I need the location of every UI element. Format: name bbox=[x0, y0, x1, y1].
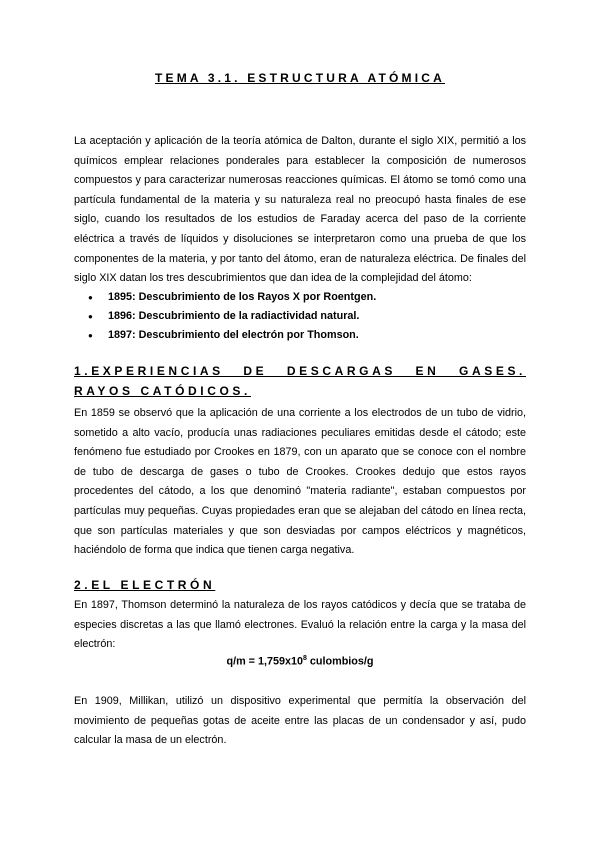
section1-heading-line1: 1.EXPERIENCIAS DE DESCARGAS EN GASES. bbox=[74, 364, 526, 378]
list-item: ● 1895: Descubrimiento de los Rayos X por Roentgen. bbox=[88, 288, 376, 307]
discoveries-list bbox=[88, 288, 376, 345]
section2-paragraph-2: En 1909, Millikan, utilizó un dispositivo experimental que permitía la observación del movimiento de pequeñas gotas de aceite entre las placas de un condensador y así, pudo calcular la masa de un electrón. bbox=[74, 695, 526, 747]
page-title-text: TEMA 3.1. ESTRUCTURA ATÓMICA bbox=[154, 71, 446, 85]
section2-heading: 2.EL ELECTRÓN bbox=[74, 578, 216, 592]
section1-heading-line2: RAYOS CATÓDICOS. bbox=[74, 384, 251, 398]
list-item: ● 1897: Descubrimiento del electrón por Thomson. bbox=[88, 326, 376, 345]
charge-mass-formula: $q/m = 1,759x10^8$ culombios/g bbox=[226, 655, 374, 668]
list-item: ● 1896: Descubrimiento de la radiactividad natural. bbox=[88, 307, 376, 326]
intro-paragraph: La aceptación y aplicación de la teoría atómica de Dalton, durante el siglo XIX, permitió a los químicos emplear relaciones ponderales para establecer la composición de numerosos compuestos y para caracterizar numerosas reacciones químicas. El átomo se tomó como una partícula fundamental de la materia y su naturaleza real no preocupó hasta finales de ese siglo, cuando los resultados de los estudios de Faraday acerca del paso de la corriente eléctrica a través de líquidos y disoluciones se interpretaron como una prueba de que los componentes de la materia, y por tanto del átomo, eran de naturaleza eléctrica. De finales del siglo XIX datan los tres descubrimientos que dan idea de la complejidad del átomo: bbox=[74, 135, 526, 285]
section1-paragraph: En 1859 se observó que la aplicación de una corriente a los electrodos de un tubo de vidrio, sometido a alto vacío, producía unas radiaciones peculiares emitidas desde el cátodo; este fenómeno fue estudiado por Crookes en 1879, con un aparato que se conoce con el nombre de tubo de descarga de gases o tubo de Crookes. Crookes dedujo que estos rayos procedentes del cátodo, a los que denominó "materia radiante", estaban compuestos por partículas muy pequeñas. Cuyas propiedades eran que se alejaban del cátodo en línea recta, que son partículas materiales y que son desviadas por campos eléctricos y magnéticos, haciéndolo de forma que indica que tienen carga negativa. bbox=[74, 407, 526, 557]
page-title bbox=[0, 71, 600, 85]
section2-paragraph-1: En 1897, Thomson determinó la naturaleza de los rayos catódicos y decía que se trataba de especies discretas a las que llamó electrones. Evaluó la relación entre la carga y la masa del electrón: bbox=[74, 599, 526, 651]
